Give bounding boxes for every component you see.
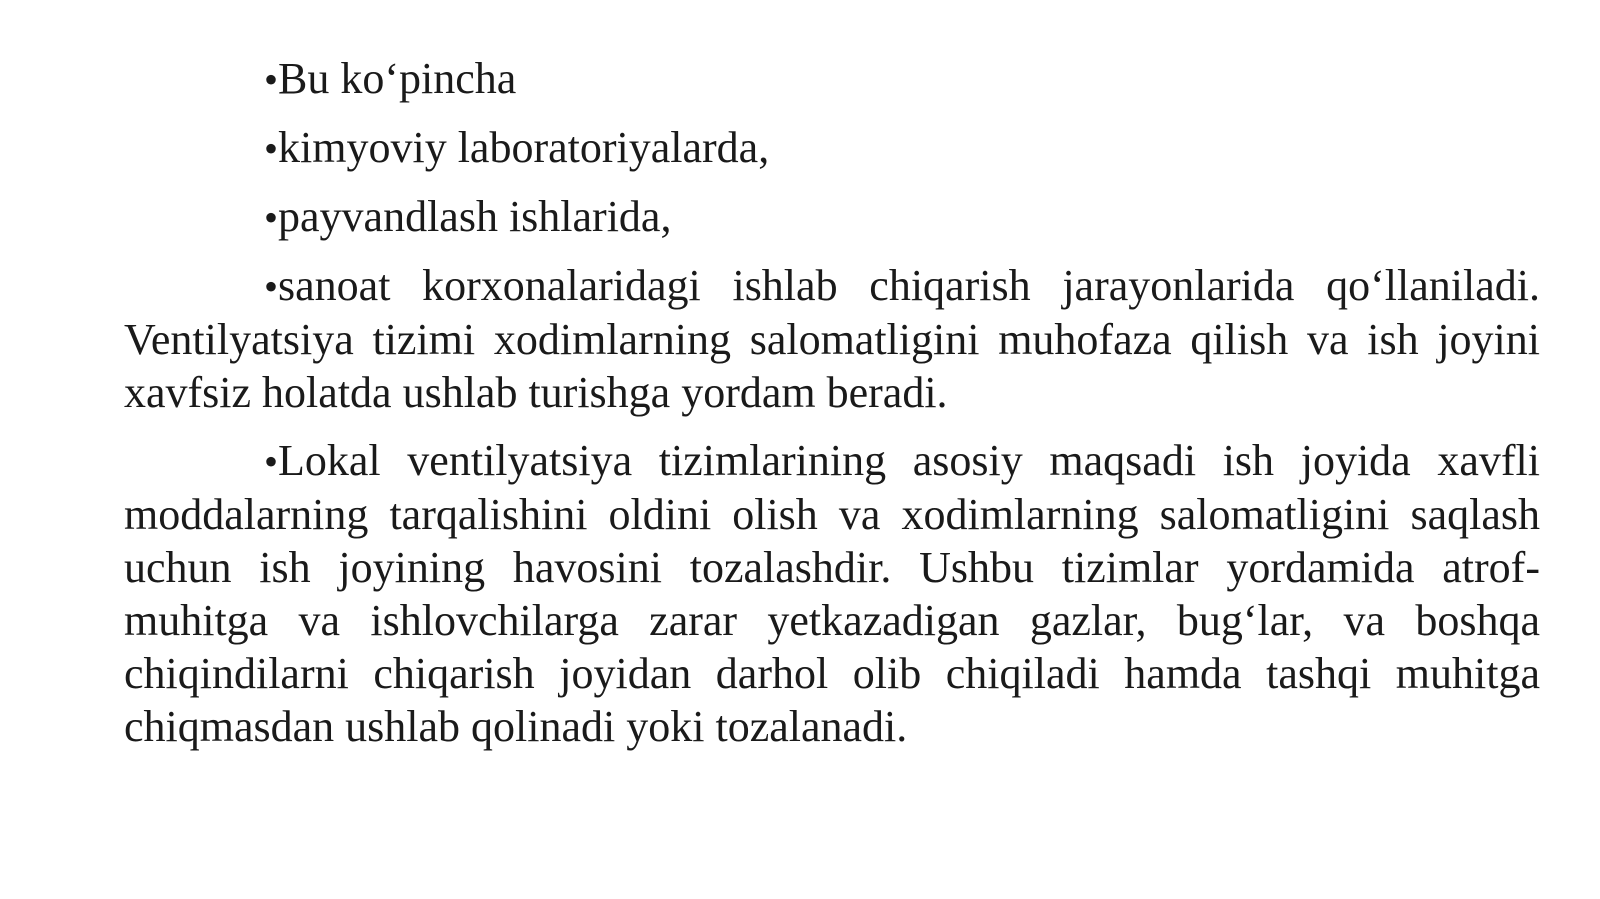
paragraph-text: payvandlash ishlarida, <box>278 192 672 241</box>
paragraph-text: Bu ko‘pincha <box>278 54 517 103</box>
bullet-icon: • <box>264 57 279 102</box>
paragraph-text: Lokal ventilyatsiya tizimlarining asosiy maqsadi ish joyida xavfli moddalarning tarqalishini oldini olish va xodimlarning salomatligini saqlash uchun ish joyining havosini tozalashdir. Ushbu tizimlar yordamida atrof-muhitga va ishlovchilarga zarar yetkazadigan gazlar, bug‘lar, va boshqa chiqindilarni chiqarish joyidan darhol olib chiqiladi hamda tashqi muhitga chiqmasdan ushlab qolinadi yoki tozalanadi. <box>124 436 1540 751</box>
bullet-icon: • <box>264 126 279 171</box>
bullet-icon: • <box>264 439 279 484</box>
paragraph-text: kimyoviy laboratoriyalarda, <box>278 123 770 172</box>
bullet-paragraph <box>124 190 1540 244</box>
bullet-icon: • <box>264 264 279 309</box>
bullet-paragraph <box>124 259 1540 419</box>
slide-body-text <box>124 52 1540 768</box>
bullet-paragraph <box>124 434 1540 753</box>
bullet-paragraph <box>124 52 1540 106</box>
paragraph-text: sanoat korxonalaridagi ishlab chiqarish jarayonlarida qo‘llaniladi. Ventilyatsiya tizimi xodimlarning salomatligini muhofaza qilish va ish joyini xavfsiz holatda ushlab turishga yordam beradi. <box>124 261 1540 417</box>
bullet-paragraph <box>124 121 1540 175</box>
bullet-icon: • <box>264 195 279 240</box>
